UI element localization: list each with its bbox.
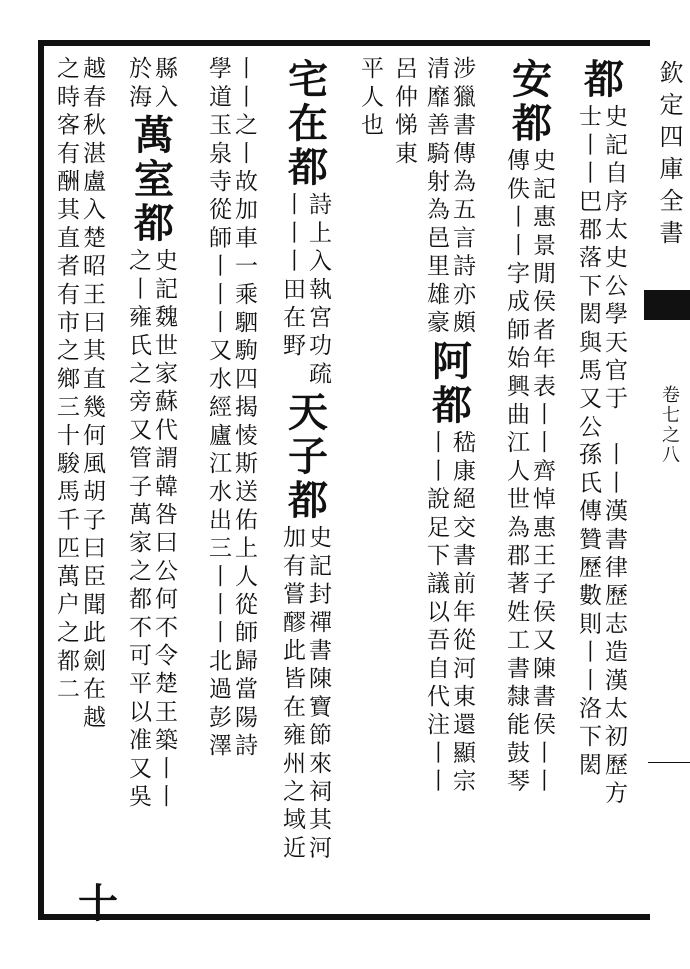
- annotation-left: 丨丨說足下議以吾自代注丨丨: [423, 430, 449, 797]
- text-column-9: [54, 56, 103, 733]
- annotation-left: 士丨丨巴郡落下閎與馬又公: [575, 104, 601, 443]
- margin-tick-line: [648, 762, 690, 763]
- annotation-right: 嵇康絕交書前年從河東還顯宗: [449, 430, 475, 797]
- margin-juan-label: 卷七之八: [659, 385, 680, 465]
- text-column-2: [504, 56, 553, 797]
- annotation-pair: [280, 525, 329, 863]
- text-column-6: [280, 56, 329, 864]
- page-number: 十: [78, 880, 118, 927]
- margin-book-title: 欽定四庫全書: [655, 60, 683, 252]
- annotation-right: 丨丨之丨故加車一乘駟駒四揭㥄斯送佑上人從師歸當陽詩: [231, 56, 257, 761]
- annotation-right: 詩上入執宮功疏: [305, 192, 331, 390]
- text-column-1: [576, 56, 625, 809]
- annotation-left: 之丨雍氏之旁又管子萬家之都不可平以准又吳: [125, 248, 151, 813]
- annotation-left: 丨丨丨田在野: [279, 192, 305, 362]
- annotation-right: 縣入: [151, 56, 177, 113]
- annotation-left: 傳佚丨丨字成師始興曲江人世為郡著姓工書隸能鼓琴: [503, 148, 529, 797]
- annotation-right: 涉獵書傳為五言詩亦頗: [449, 56, 475, 338]
- annotation-pair: [504, 148, 553, 797]
- annotation-right: 越春秋湛盧入楚昭王曰其直幾何風胡子曰臣聞此劍在越: [79, 56, 105, 733]
- annotation-pair: [206, 56, 255, 761]
- text-line: 呂仲悌東: [391, 56, 417, 169]
- annotation-left: 學道玉泉寺從師丨丨丨又水經廬江水出三丨丨丨北過彭澤: [205, 56, 231, 761]
- annotation-right: 史記魏世家蘇代謂韓咎曰公何不令楚王築丨丨: [151, 248, 177, 813]
- text-line: 平人也: [357, 56, 383, 141]
- headword: 萬室都: [127, 114, 175, 247]
- annotation-pair: [576, 442, 625, 809]
- annotation-pair: [280, 192, 329, 389]
- text-column-3: [424, 56, 473, 797]
- headword: 宅在都: [281, 58, 329, 190]
- annotation-pair: [424, 56, 473, 338]
- text-column-8: [126, 56, 175, 812]
- annotation-left: 加有嘗醪此皆在雍州之域近: [279, 525, 305, 864]
- annotation-pair: [54, 56, 103, 733]
- headword: 天子都: [281, 391, 329, 524]
- text-column-5: [358, 56, 381, 141]
- headword: 都: [577, 58, 625, 102]
- annotation-pair: [576, 104, 625, 442]
- annotation-right: 史記惠景閒侯者年表丨丨齊悼惠王子侯又陳書侯丨丨: [529, 148, 555, 797]
- annotation-left: 於海: [125, 56, 151, 113]
- annotation-pair: [424, 430, 473, 797]
- text-column-7: [206, 56, 255, 761]
- annotation-right: 史記封禪書陳寶節來祠其河: [305, 525, 331, 864]
- annotation-pair: [126, 56, 175, 112]
- annotation-right: 丨丨漢書律歷志造漢太初歷方: [601, 442, 627, 810]
- margin-black-bar: [644, 290, 690, 320]
- headword: 安都: [505, 58, 553, 146]
- headword: 阿都: [425, 340, 473, 428]
- annotation-right: 史記自序太史公學天官于: [601, 104, 627, 415]
- annotation-left: 孫氏傳贊歷數則丨丨洛下閎: [575, 442, 601, 781]
- annotation-pair: [126, 248, 175, 812]
- annotation-left: 之時客有酬其直者有市之鄉三十駿馬千匹萬户之都二: [53, 56, 79, 705]
- annotation-left: 清靡善騎射為邑里雄豪: [423, 56, 449, 338]
- text-column-4: [392, 56, 415, 169]
